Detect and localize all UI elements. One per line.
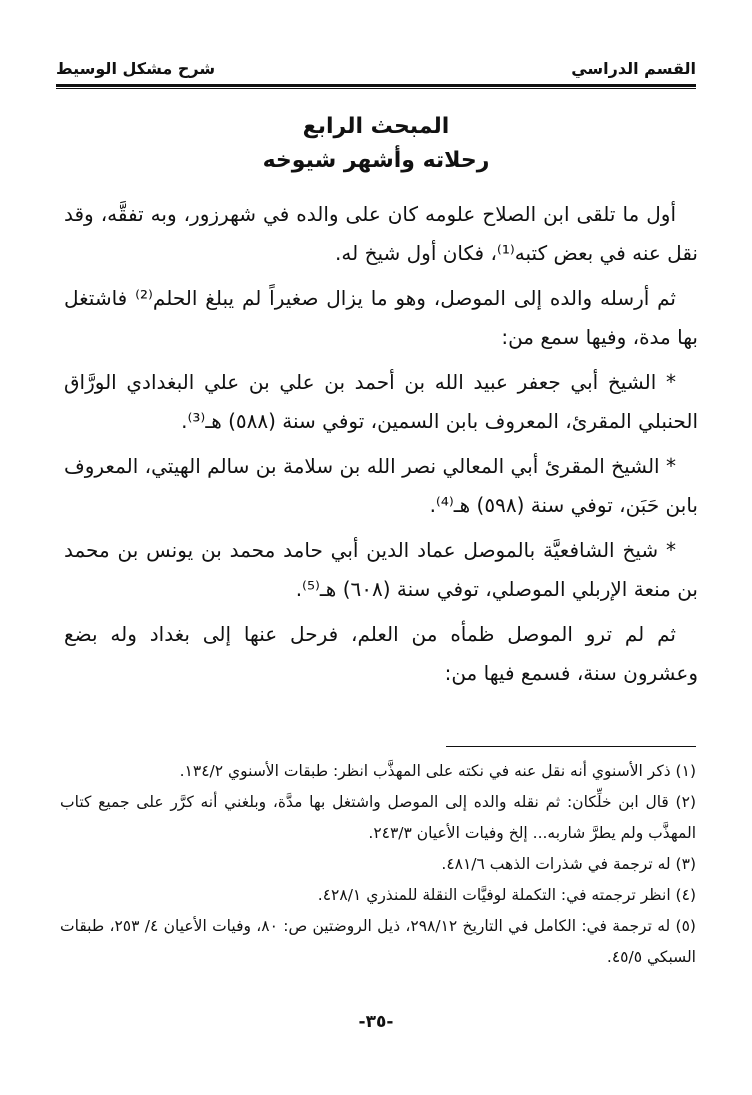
header-rule <box>56 88 696 89</box>
list-item: * شيخ الشافعيَّة بالموصل عماد الدين أبي حامد محمد بن يونس بن محمد بن منعة الإربلي الموصلي، توفي سنة (٦٠٨) هـ⁽⁵⁾. <box>64 538 698 601</box>
footnote: (٥) له ترجمة في: الكامل في التاريخ ٢٩٨/١٢، ذيل الروضتين ص: ٨٠، وفيات الأعيان ٤/ ٢٥٣، طبقات السبكي ٤٥/٥. <box>60 917 696 966</box>
header-section-title: القسم الدراسي <box>571 59 696 78</box>
footnote: (١) ذكر الأسنوي أنه نقل عنه في نكته على المهذَّب انظر: طبقات الأسنوي ١٣٤/٢. <box>179 762 696 780</box>
footnotes <box>60 756 696 973</box>
paragraph: ثم لم ترو الموصل ظمأه من العلم، فرحل عنها إلى بغداد وله بضع وعشرون سنة، فسمع فيها من: <box>64 622 698 685</box>
footnote: (٤) انظر ترجمته في: التكملة لوفيَّات النقلة للمنذري ٤٢٨/١. <box>317 886 696 904</box>
page-number: -٣٥- <box>358 1012 394 1032</box>
paragraph: ثم أرسله والده إلى الموصل، وهو ما يزال صغيراً لم يبلغ الحلم⁽²⁾ فاشتغل بها مدة، وفيها سمع من: <box>64 286 698 349</box>
chapter-title: المبحث الرابع <box>302 114 450 139</box>
running-header <box>56 50 696 87</box>
chapter-subtitle: رحلاته وأشهر شيوخه <box>262 148 490 173</box>
footnote: (٣) له ترجمة في شذرات الذهب ٤٨١/٦. <box>441 855 696 873</box>
main-text <box>64 195 698 699</box>
header-book-title: شرح مشكل الوسيط <box>56 59 216 78</box>
paragraph: أول ما تلقى ابن الصلاح علومه كان على والده في شهرزور، وبه تفقَّه، وقد نقل عنه في بعض كتبه⁽¹⁾، فكان أول شيخ له. <box>64 202 698 265</box>
list-item: * الشيخ أبي جعفر عبيد الله بن أحمد بن علي بن علي البغدادي الورَّاق الحنبلي المقرئ، المعروف بابن السمين، توفي سنة (٥٨٨) هـ⁽³⁾. <box>64 370 698 433</box>
footnote-separator <box>446 746 696 747</box>
list-item: * الشيخ المقرئ أبي المعالي نصر الله بن سلامة بن سالم الهيتي، المعروف بابن حَبَن، توفي سنة (٥٩٨) هـ⁽⁴⁾. <box>64 454 698 517</box>
footnote: (٢) قال ابن خلِّكان: ثم نقله والده إلى الموصل واشتغل بها مدَّة، وبلغني أنه كرَّر على جميع كتاب المهذَّب ولم يطرَّ شاربه... إلخ وفيات الأعيان ٢٤٣/٣. <box>60 793 696 842</box>
